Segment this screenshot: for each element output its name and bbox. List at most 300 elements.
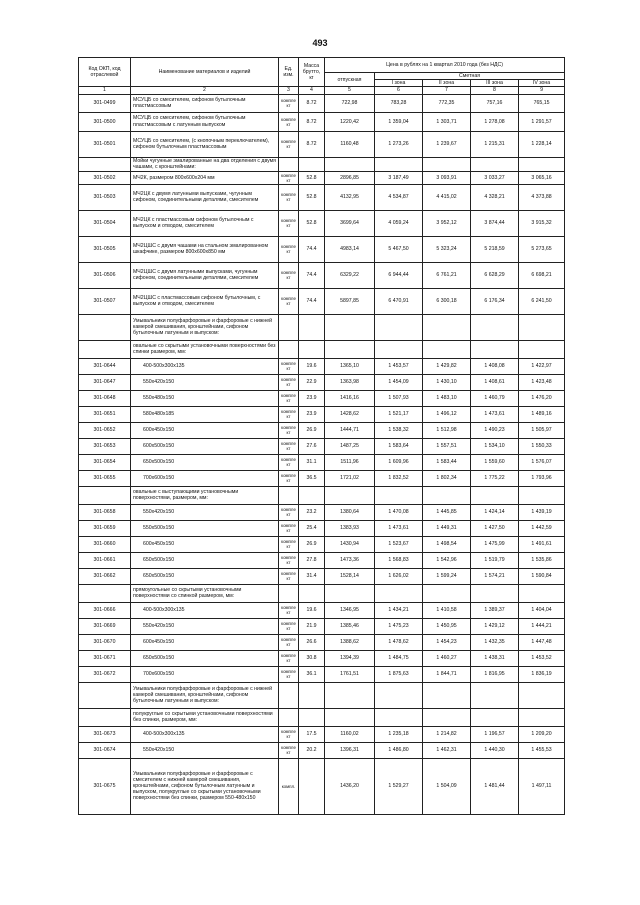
price-zone3-cell: 6 176,34: [471, 288, 519, 314]
table-row: [79, 184, 565, 210]
price-zone1-cell: 6 944,44: [375, 262, 423, 288]
price-zone2-cell: 4 415,02: [423, 184, 471, 210]
header-name: Наименование материалов и изделий: [131, 58, 279, 87]
price-zone3-cell: 1 408,61: [471, 374, 519, 390]
empty-cell: [375, 340, 423, 358]
empty-cell: [299, 682, 325, 708]
price-zone4-cell: 1 535,86: [519, 552, 565, 568]
table-row: [79, 454, 565, 470]
mass-cell: 17.5: [299, 726, 325, 742]
mass-cell: 19.6: [299, 358, 325, 374]
price-zone4-cell: 6 241,50: [519, 288, 565, 314]
table-row: [79, 666, 565, 682]
price-zone3-cell: 1 475,99: [471, 536, 519, 552]
name-cell: Умывальники полуфарфоровые и фарфоровые с смесителем с нижней камерой смешивания, кронштейнами, сифоном бутылочным латунным и выпуском, полукруглые со скрытыми установочными поверхностями без спинки, размером 550-480х150: [131, 758, 279, 814]
empty-cell: [423, 314, 471, 340]
price-zone2-cell: 1 450,95: [423, 618, 471, 634]
code-cell: 301-0660: [79, 536, 131, 552]
price-zone4-cell: 1 491,61: [519, 536, 565, 552]
price-zone2-cell: 5 323,24: [423, 236, 471, 262]
price-zone3-cell: 5 218,59: [471, 236, 519, 262]
empty-cell: [279, 157, 299, 171]
price-zone2-cell: 1 214,82: [423, 726, 471, 742]
name-cell: 550х420х150: [131, 742, 279, 758]
price-zone3-cell: 1 424,14: [471, 504, 519, 520]
price-release-cell: 1416,16: [325, 390, 375, 406]
code-cell: 301-0666: [79, 602, 131, 618]
empty-cell: [325, 708, 375, 726]
price-zone2-cell: 1 583,44: [423, 454, 471, 470]
mass-cell: 23.9: [299, 406, 325, 422]
code-cell: 301-0503: [79, 184, 131, 210]
section-row: [79, 340, 565, 358]
mass-cell: 23.9: [299, 390, 325, 406]
code-cell: 301-0507: [79, 288, 131, 314]
price-zone1-cell: 1 507,93: [375, 390, 423, 406]
price-zone1-cell: 1 523,67: [375, 536, 423, 552]
price-zone2-cell: 1 460,27: [423, 650, 471, 666]
column-number: 5: [325, 87, 375, 94]
price-release-cell: 2896,85: [325, 171, 375, 184]
table-row: [79, 94, 565, 112]
page-number: 493: [312, 38, 328, 48]
price-zone2-cell: 1 445,85: [423, 504, 471, 520]
header-zone-1: I зона: [375, 80, 423, 87]
price-zone1-cell: 1 538,32: [375, 422, 423, 438]
price-zone2-cell: 1 430,10: [423, 374, 471, 390]
name-cell: МЧ2ЦШС с двумя латунными выпусками, чугунным сифоном, соединительными деталями, смесителем: [131, 262, 279, 288]
mass-cell: 52.8: [299, 210, 325, 236]
price-release-cell: 1511,96: [325, 454, 375, 470]
section-title: Умывальники полуфарфоровые и фарфоровые с нижней камерой смешивания, кронштейнами, сифоном бутылочным латунным и выпуском:: [131, 682, 279, 708]
price-release-cell: 1160,48: [325, 131, 375, 157]
section-title: Умывальники полуфарфоровые и фарфоровые с нижней камерой смешивания, кронштейнами, сифоном бутылочным латунным и выпуском:: [131, 314, 279, 340]
empty-cell: [299, 584, 325, 602]
price-zone1-cell: 1 359,04: [375, 112, 423, 131]
price-zone4-cell: 1 489,16: [519, 406, 565, 422]
empty-cell: [299, 314, 325, 340]
price-zone2-cell: 772,35: [423, 94, 471, 112]
empty-cell: [279, 486, 299, 504]
price-release-cell: 1396,31: [325, 742, 375, 758]
price-release-cell: 1473,36: [325, 552, 375, 568]
section-title: Мойки чугунные эмалированные на два отделения с двумя чашами, с кронштейнами:: [131, 157, 279, 171]
code-cell: 301-0652: [79, 422, 131, 438]
unit-cell: компле кт: [279, 171, 299, 184]
price-zone3-cell: 1 519,79: [471, 552, 519, 568]
price-zone1-cell: 1 875,63: [375, 666, 423, 682]
name-cell: 550х480х150: [131, 390, 279, 406]
section-row: [79, 486, 565, 504]
price-zone1-cell: 1 434,21: [375, 602, 423, 618]
empty-cell: [325, 314, 375, 340]
price-zone4-cell: 1 439,19: [519, 504, 565, 520]
price-table: [78, 57, 565, 815]
name-cell: МЧ2ЦШС с двумя чашами на стальном эмалированном шкафчике, размером 800х600х850 мм: [131, 236, 279, 262]
price-zone4-cell: 1 455,53: [519, 742, 565, 758]
name-cell: МЧ2ЦК с пластмассовым сифоном бутылочным с выпуском и отводом, смесителем: [131, 210, 279, 236]
header-zone-2: II зона: [423, 80, 471, 87]
price-zone4-cell: 765,15: [519, 94, 565, 112]
code-cell: 301-0661: [79, 552, 131, 568]
price-zone4-cell: 1 442,59: [519, 520, 565, 536]
unit-cell: компле кт: [279, 438, 299, 454]
name-cell: 600х450х150: [131, 422, 279, 438]
price-release-cell: 1528,14: [325, 568, 375, 584]
empty-cell: [471, 708, 519, 726]
empty-cell: [325, 486, 375, 504]
mass-cell: 52.8: [299, 184, 325, 210]
mass-cell: 23.2: [299, 504, 325, 520]
price-zone1-cell: 1 609,96: [375, 454, 423, 470]
name-cell: МЧ2ЦШС с пластмассовым сифоном бутылочным, с выпуском и отводом, смесителем: [131, 288, 279, 314]
header-mass: Масса брутто, кг: [299, 58, 325, 87]
name-cell: 650х500х150: [131, 552, 279, 568]
price-zone2-cell: 1 542,96: [423, 552, 471, 568]
price-release-cell: 1388,62: [325, 634, 375, 650]
mass-cell: 8.72: [299, 94, 325, 112]
mass-cell: 25.4: [299, 520, 325, 536]
table-row: [79, 634, 565, 650]
price-zone3-cell: 3 874,44: [471, 210, 519, 236]
price-zone2-cell: 1 504,09: [423, 758, 471, 814]
price-zone2-cell: 1 449,31: [423, 520, 471, 536]
price-zone1-cell: 1 832,52: [375, 470, 423, 486]
header-unit: Ед. изм.: [279, 58, 299, 87]
price-zone1-cell: 1 478,62: [375, 634, 423, 650]
empty-cell: [519, 157, 565, 171]
price-zone3-cell: 1 408,08: [471, 358, 519, 374]
price-zone3-cell: 1 427,50: [471, 520, 519, 536]
price-release-cell: 1220,42: [325, 112, 375, 131]
section-row: [79, 314, 565, 340]
price-zone4-cell: 5 273,65: [519, 236, 565, 262]
price-release-cell: 1761,51: [325, 666, 375, 682]
unit-cell: компл.: [279, 758, 299, 814]
column-number: 2: [131, 87, 279, 94]
price-release-cell: 1428,62: [325, 406, 375, 422]
price-zone2-cell: 6 300,18: [423, 288, 471, 314]
mass-cell: 20.2: [299, 742, 325, 758]
code-cell: 301-0672: [79, 666, 131, 682]
code-cell: 301-0505: [79, 236, 131, 262]
column-number: 8: [471, 87, 519, 94]
code-cell: 301-0504: [79, 210, 131, 236]
price-zone1-cell: 4 534,87: [375, 184, 423, 210]
code-cell: 301-0654: [79, 454, 131, 470]
price-zone3-cell: 1 559,60: [471, 454, 519, 470]
table-row: [79, 406, 565, 422]
price-zone1-cell: 1 521,17: [375, 406, 423, 422]
empty-cell: [299, 340, 325, 358]
empty-cell: [375, 682, 423, 708]
unit-cell: компле кт: [279, 262, 299, 288]
name-cell: 650х500х150: [131, 568, 279, 584]
empty-cell: [299, 486, 325, 504]
price-zone1-cell: 1 626,02: [375, 568, 423, 584]
price-zone4-cell: 1 422,97: [519, 358, 565, 374]
unit-cell: компле кт: [279, 504, 299, 520]
unit-cell: компле кт: [279, 552, 299, 568]
price-zone4-cell: 3 065,16: [519, 171, 565, 184]
price-zone2-cell: 1 239,67: [423, 131, 471, 157]
section-row: [79, 157, 565, 171]
price-zone3-cell: 1 438,31: [471, 650, 519, 666]
code-cell: 301-0658: [79, 504, 131, 520]
empty-cell: [325, 157, 375, 171]
price-release-cell: 1383,93: [325, 520, 375, 536]
price-zone3-cell: 6 628,29: [471, 262, 519, 288]
price-zone2-cell: 1 802,34: [423, 470, 471, 486]
header-zone-4: IV зона: [519, 80, 565, 87]
column-number: 6: [375, 87, 423, 94]
price-zone3-cell: 757,16: [471, 94, 519, 112]
mass-cell: [299, 758, 325, 814]
name-cell: МСУЦБ со смесителем, (с кнопочным переключателем), сифоном бутылочным пластмассовым: [131, 131, 279, 157]
price-zone1-cell: 3 187,49: [375, 171, 423, 184]
table-row: [79, 390, 565, 406]
column-number-row: [79, 87, 565, 94]
column-number: 1: [79, 87, 131, 94]
price-zone3-cell: 1 481,44: [471, 758, 519, 814]
empty-cell: [471, 340, 519, 358]
unit-cell: компле кт: [279, 666, 299, 682]
price-zone4-cell: 1 447,48: [519, 634, 565, 650]
code-cell: 301-0500: [79, 112, 131, 131]
table-row: [79, 504, 565, 520]
empty-cell: [325, 340, 375, 358]
mass-cell: 74.4: [299, 288, 325, 314]
price-zone1-cell: 1 583,64: [375, 438, 423, 454]
section-row: [79, 708, 565, 726]
empty-cell: [423, 682, 471, 708]
price-release-cell: 1363,98: [325, 374, 375, 390]
price-zone2-cell: 1 496,12: [423, 406, 471, 422]
section-title: овальные с выступающими установочными поверхностями, размером, мм:: [131, 486, 279, 504]
code-cell: [79, 584, 131, 602]
table-row: [79, 568, 565, 584]
price-zone4-cell: 1 423,48: [519, 374, 565, 390]
price-zone2-cell: 1 498,54: [423, 536, 471, 552]
empty-cell: [299, 708, 325, 726]
code-cell: [79, 682, 131, 708]
table-row: [79, 438, 565, 454]
price-zone3-cell: 1 429,12: [471, 618, 519, 634]
empty-cell: [423, 584, 471, 602]
code-cell: [79, 340, 131, 358]
name-cell: 650х500х150: [131, 650, 279, 666]
empty-cell: [279, 584, 299, 602]
code-cell: 301-0673: [79, 726, 131, 742]
price-zone1-cell: 1 454,09: [375, 374, 423, 390]
mass-cell: 36.5: [299, 470, 325, 486]
unit-cell: компле кт: [279, 288, 299, 314]
empty-cell: [471, 584, 519, 602]
mass-cell: 74.4: [299, 236, 325, 262]
column-number: 9: [519, 87, 565, 94]
price-zone3-cell: 1 473,61: [471, 406, 519, 422]
price-zone1-cell: 1 484,75: [375, 650, 423, 666]
mass-cell: 8.72: [299, 131, 325, 157]
empty-cell: [471, 486, 519, 504]
table-row: [79, 112, 565, 131]
empty-cell: [519, 708, 565, 726]
price-zone1-cell: 1 486,80: [375, 742, 423, 758]
empty-cell: [519, 314, 565, 340]
unit-cell: компле кт: [279, 112, 299, 131]
header-zone-3: III зона: [471, 80, 519, 87]
code-cell: 301-0669: [79, 618, 131, 634]
unit-cell: компле кт: [279, 650, 299, 666]
price-zone4-cell: 1 793,96: [519, 470, 565, 486]
header-code: Код ОКП, код отраслевой: [79, 58, 131, 87]
empty-cell: [519, 584, 565, 602]
mass-cell: 22.9: [299, 374, 325, 390]
code-cell: 301-0647: [79, 374, 131, 390]
price-zone1-cell: 1 470,08: [375, 504, 423, 520]
price-zone1-cell: 1 273,26: [375, 131, 423, 157]
price-release-cell: 1385,46: [325, 618, 375, 634]
price-zone4-cell: 1 550,33: [519, 438, 565, 454]
mass-cell: 27.6: [299, 438, 325, 454]
header-estimate: Сметная: [375, 73, 565, 80]
table-row: [79, 171, 565, 184]
price-zone4-cell: 1 505,97: [519, 422, 565, 438]
price-zone3-cell: 1 440,30: [471, 742, 519, 758]
price-zone1-cell: 4 059,24: [375, 210, 423, 236]
price-zone4-cell: 1 453,52: [519, 650, 565, 666]
unit-cell: компле кт: [279, 742, 299, 758]
code-cell: 301-0662: [79, 568, 131, 584]
price-zone2-cell: 1 410,58: [423, 602, 471, 618]
empty-cell: [471, 682, 519, 708]
table-row: [79, 131, 565, 157]
code-cell: 301-0499: [79, 94, 131, 112]
unit-cell: компле кт: [279, 634, 299, 650]
empty-cell: [299, 157, 325, 171]
price-zone4-cell: 1 576,07: [519, 454, 565, 470]
price-zone2-cell: 1 483,10: [423, 390, 471, 406]
name-cell: МЧ2ЦК с двумя латунными выпусками, чугунным сифоном, соединительными деталями, смесителем: [131, 184, 279, 210]
unit-cell: компле кт: [279, 618, 299, 634]
table-row: [79, 758, 565, 814]
price-zone1-cell: 1 529,27: [375, 758, 423, 814]
price-release-cell: 4132,95: [325, 184, 375, 210]
empty-cell: [375, 157, 423, 171]
empty-cell: [279, 340, 299, 358]
table-row: [79, 742, 565, 758]
price-zone2-cell: 1 599,24: [423, 568, 471, 584]
code-cell: 301-0651: [79, 406, 131, 422]
unit-cell: компле кт: [279, 236, 299, 262]
unit-cell: компле кт: [279, 358, 299, 374]
column-number: 3: [279, 87, 299, 94]
empty-cell: [519, 682, 565, 708]
name-cell: 400-500х300х135: [131, 726, 279, 742]
empty-cell: [279, 314, 299, 340]
price-zone2-cell: 1 429,82: [423, 358, 471, 374]
header-release: отпускная: [325, 73, 375, 87]
price-zone3-cell: 1 816,95: [471, 666, 519, 682]
name-cell: 550х420х150: [131, 374, 279, 390]
price-zone1-cell: 1 453,57: [375, 358, 423, 374]
empty-cell: [375, 314, 423, 340]
code-cell: 301-0653: [79, 438, 131, 454]
price-zone4-cell: 1 209,20: [519, 726, 565, 742]
mass-cell: 21.9: [299, 618, 325, 634]
section-title: овальные со скрытыми установочными поверхностями без спинки размером, мм:: [131, 340, 279, 358]
price-zone4-cell: 4 373,88: [519, 184, 565, 210]
table-row: [79, 422, 565, 438]
price-zone4-cell: 1 291,57: [519, 112, 565, 131]
empty-cell: [519, 486, 565, 504]
price-release-cell: 1430,94: [325, 536, 375, 552]
price-zone2-cell: 1 462,31: [423, 742, 471, 758]
header-price-title: Цена в рублях на 1 квартал 2010 года (без НДС): [325, 58, 565, 73]
mass-cell: 74.4: [299, 262, 325, 288]
code-cell: 301-0501: [79, 131, 131, 157]
price-zone4-cell: 1 228,14: [519, 131, 565, 157]
price-zone3-cell: 1 490,23: [471, 422, 519, 438]
price-zone3-cell: 3 033,27: [471, 171, 519, 184]
price-zone1-cell: 5 467,50: [375, 236, 423, 262]
unit-cell: компле кт: [279, 454, 299, 470]
price-release-cell: 1380,64: [325, 504, 375, 520]
price-zone2-cell: 1 844,71: [423, 666, 471, 682]
code-cell: 301-0670: [79, 634, 131, 650]
table-row: [79, 236, 565, 262]
price-zone4-cell: 1 497,11: [519, 758, 565, 814]
price-release-cell: 1346,95: [325, 602, 375, 618]
table-row: [79, 536, 565, 552]
table-row: [79, 288, 565, 314]
price-zone1-cell: 1 235,18: [375, 726, 423, 742]
name-cell: 600х500х150: [131, 438, 279, 454]
section-title: полукруглые со скрытыми установочными поверхностями без спинки, размером, мм:: [131, 708, 279, 726]
unit-cell: компле кт: [279, 131, 299, 157]
price-zone3-cell: 1 215,31: [471, 131, 519, 157]
price-zone3-cell: 1 389,37: [471, 602, 519, 618]
code-cell: 301-0671: [79, 650, 131, 666]
unit-cell: компле кт: [279, 94, 299, 112]
price-release-cell: 722,98: [325, 94, 375, 112]
price-zone4-cell: 1 444,21: [519, 618, 565, 634]
name-cell: 600х450х150: [131, 536, 279, 552]
name-cell: 700х600х150: [131, 666, 279, 682]
empty-cell: [423, 486, 471, 504]
price-release-cell: 1487,25: [325, 438, 375, 454]
unit-cell: компле кт: [279, 374, 299, 390]
price-zone4-cell: 1 476,20: [519, 390, 565, 406]
table-row: [79, 210, 565, 236]
name-cell: МЧ2К, размером 800х600х204 мм: [131, 171, 279, 184]
mass-cell: 26.6: [299, 634, 325, 650]
price-zone3-cell: 1 775,22: [471, 470, 519, 486]
price-zone1-cell: 1 473,61: [375, 520, 423, 536]
empty-cell: [423, 340, 471, 358]
mass-cell: 19.6: [299, 602, 325, 618]
empty-cell: [423, 708, 471, 726]
table-row: [79, 602, 565, 618]
unit-cell: компле кт: [279, 422, 299, 438]
code-cell: 301-0506: [79, 262, 131, 288]
name-cell: 550х500х150: [131, 520, 279, 536]
table-row: [79, 470, 565, 486]
code-cell: 301-0659: [79, 520, 131, 536]
code-cell: [79, 486, 131, 504]
code-cell: 301-0655: [79, 470, 131, 486]
empty-cell: [325, 682, 375, 708]
